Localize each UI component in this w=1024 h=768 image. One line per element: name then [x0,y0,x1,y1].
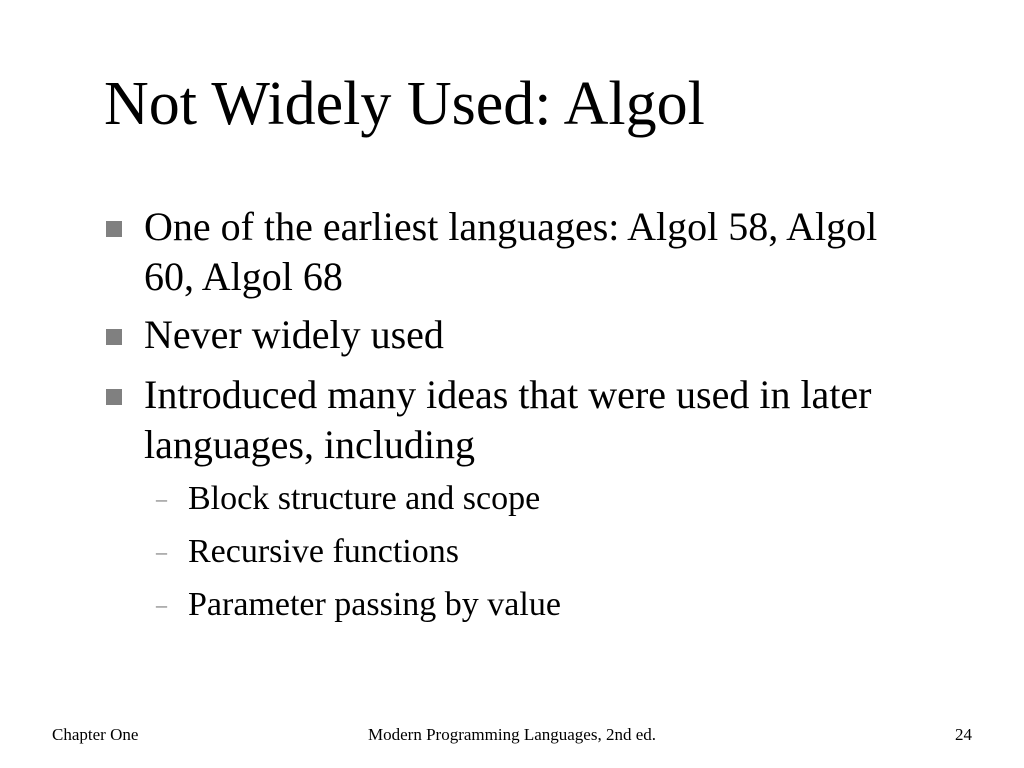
sub-bullet-text: Recursive functions [188,533,459,570]
square-bullet-icon [106,329,122,345]
bullet-item [144,202,904,302]
bullet-text: Introduced many ideas that were used in later languages, including [144,372,872,467]
sub-bullet-item [156,585,888,625]
bullet-text: Never widely used [144,312,444,357]
footer-page-number: 24 [955,725,972,744]
slide-title: Not Widely Used: Algol [104,70,705,138]
sub-bullet-text: Block structure and scope [188,480,541,517]
sub-bullet-item [156,532,888,572]
footer-book-title: Modern Programming Languages, 2nd ed. [368,725,656,744]
dash-bullet-icon: – [156,592,167,617]
square-bullet-icon [106,221,122,237]
dash-bullet-icon: – [156,486,167,511]
bullet-item [144,310,904,360]
bullet-text: One of the earliest languages: Algol 58, Algol 60, Algol 68 [144,204,878,299]
sub-bullet-text: Parameter passing by value [188,586,561,623]
dash-bullet-icon: – [156,539,167,564]
square-bullet-icon [106,389,122,405]
footer-chapter: Chapter One [52,725,139,744]
sub-bullet-item [156,479,888,519]
bullet-item [144,370,904,470]
